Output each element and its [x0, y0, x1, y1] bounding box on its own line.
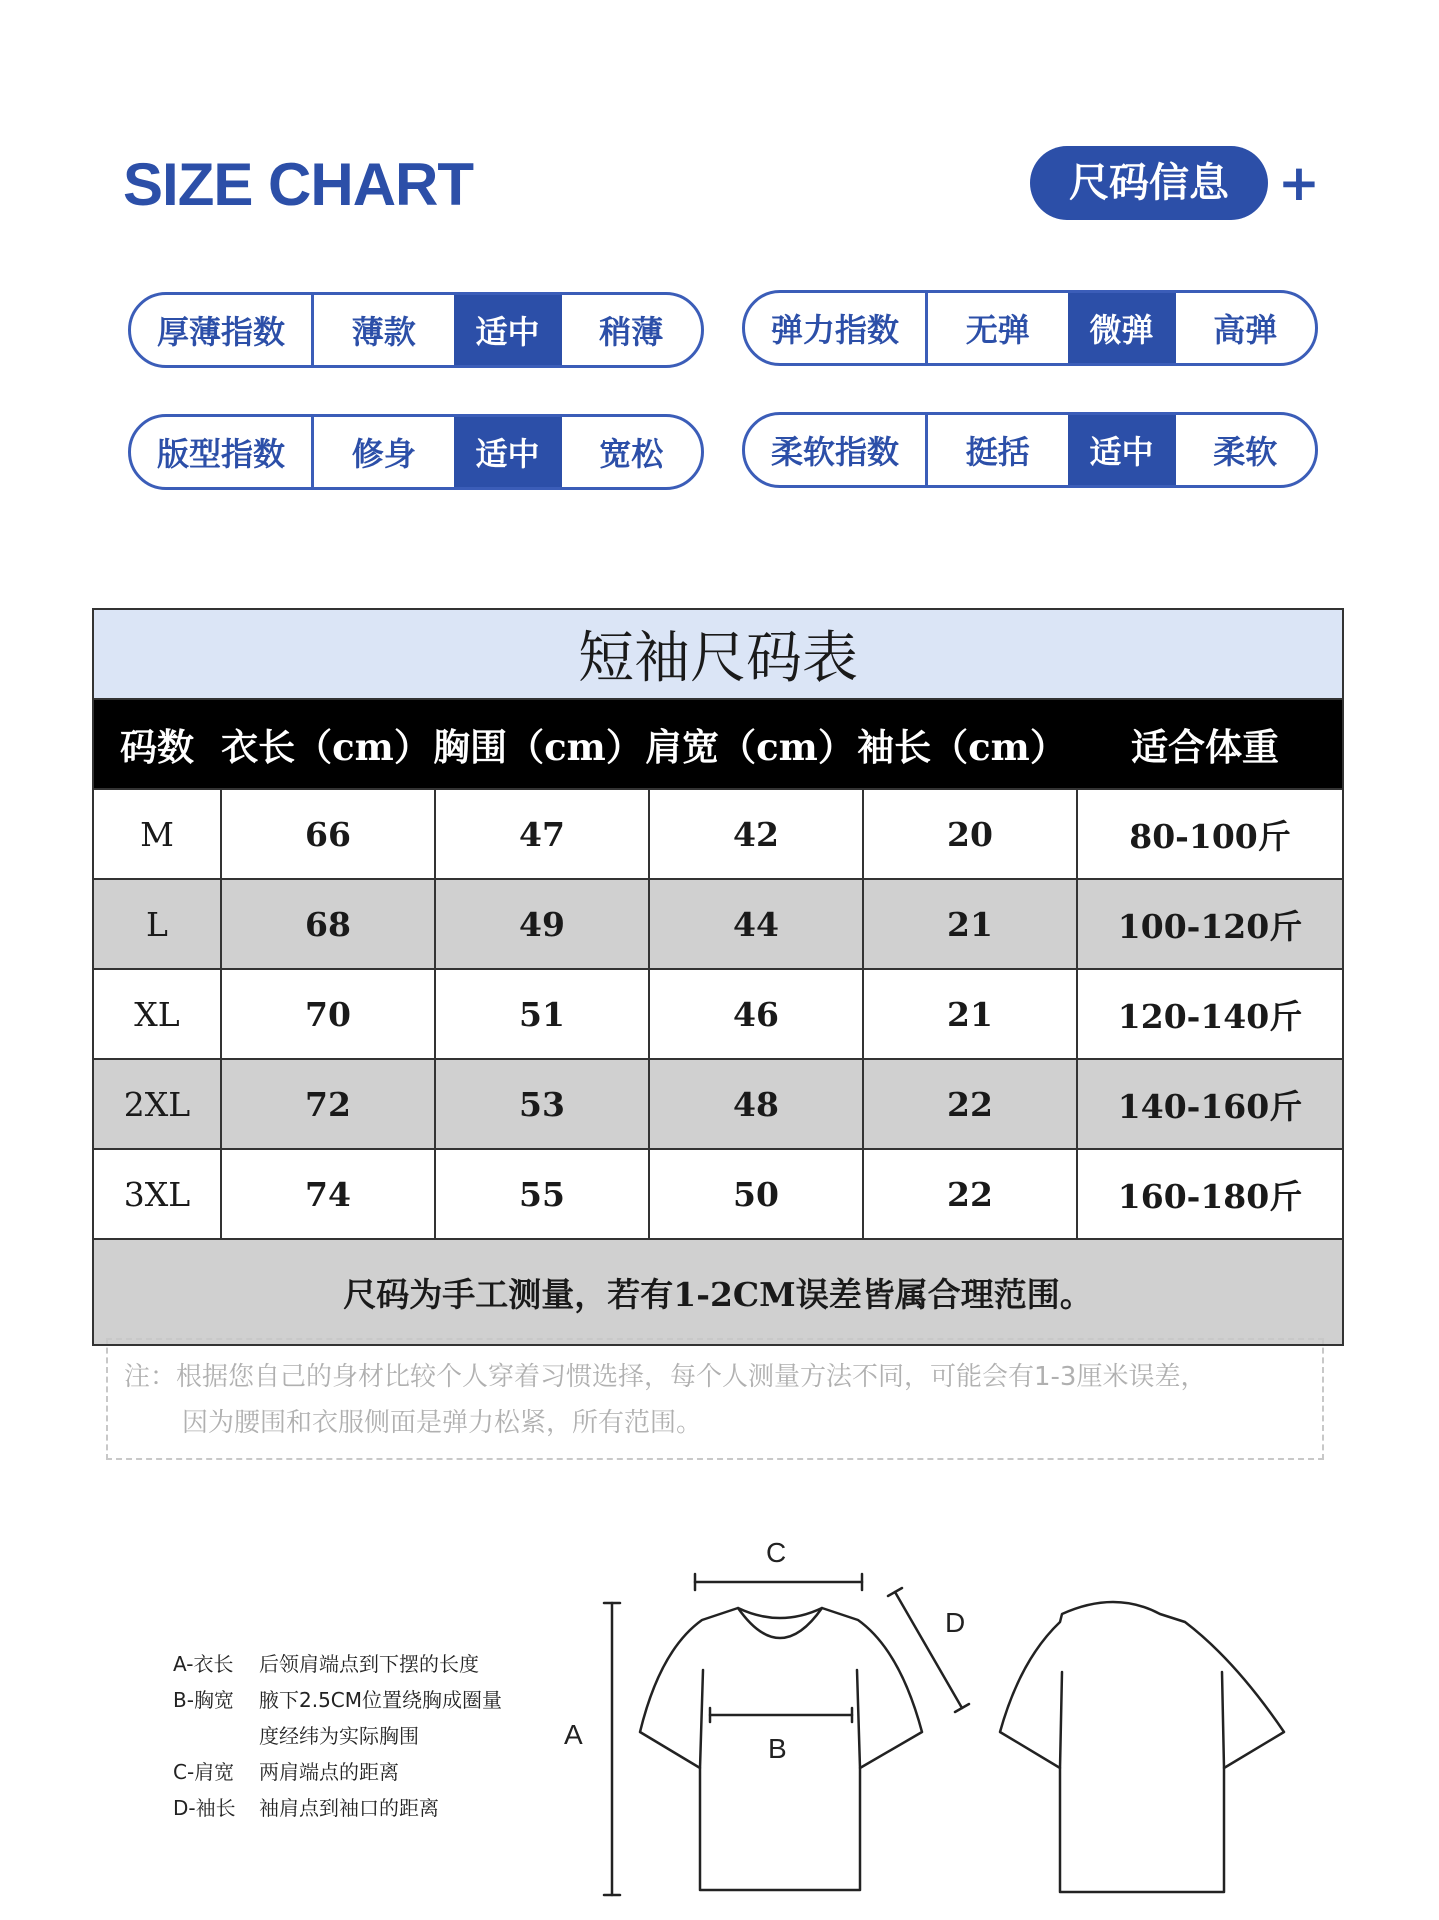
cell-chest: 49: [434, 880, 648, 968]
header-sleeve: 袖长（cm）: [857, 725, 1067, 769]
index-label: 版型指数: [131, 417, 314, 487]
cell-shoulder: 48: [648, 1060, 862, 1148]
cell-weight: 140-160斤: [1076, 1060, 1342, 1148]
table-row: [94, 788, 1342, 878]
thickness-index: [128, 292, 704, 368]
cell-size: L: [146, 904, 168, 944]
label-b: B: [768, 1733, 787, 1764]
cell-size: 3XL: [123, 1174, 191, 1214]
table-header: [94, 700, 1342, 788]
cell-shoulder: 42: [648, 790, 862, 878]
index-option-selected: 适中: [454, 295, 562, 365]
table-row: [94, 1148, 1342, 1238]
size-info-badge: 尺码信息: [1030, 146, 1268, 220]
cell-chest: 47: [434, 790, 648, 878]
softness-index: [742, 412, 1318, 488]
index-option-selected: 适中: [454, 417, 562, 487]
cell-shoulder: 46: [648, 970, 862, 1058]
legend-item: [173, 1646, 502, 1682]
cell-sleeve: 22: [862, 1060, 1076, 1148]
elasticity-index: [742, 290, 1318, 366]
measurement-note: [106, 1338, 1324, 1460]
index-option: 薄款: [351, 313, 416, 351]
label-c: C: [766, 1537, 787, 1568]
legend-item: [173, 1682, 502, 1718]
cell-chest: 53: [434, 1060, 648, 1148]
cell-chest: 55: [434, 1150, 648, 1238]
measurement-legend: [173, 1646, 502, 1826]
index-option: 稍薄: [599, 313, 664, 351]
plus-icon: +: [1278, 154, 1320, 212]
label-d: D: [945, 1607, 966, 1638]
cell-weight: 100-120斤: [1076, 880, 1342, 968]
cell-weight: 160-180斤: [1076, 1150, 1342, 1238]
table-row: [94, 878, 1342, 968]
cell-length: 66: [220, 790, 434, 878]
legend-item: [173, 1754, 502, 1790]
note-line-2: 因为腰围和衣服侧面是弹力松紧，所有范围。: [182, 1408, 703, 1438]
size-table: [92, 608, 1344, 1346]
page-title: SIZE CHART: [123, 151, 473, 218]
legend-desc: 腋下2.5CM位置绕胸成圈量: [259, 1688, 503, 1712]
cell-weight: 120-140斤: [1076, 970, 1342, 1058]
table-row: [94, 968, 1342, 1058]
header-weight: 适合体重: [1131, 725, 1279, 769]
index-option-selected: 适中: [1068, 415, 1176, 485]
index-label: 柔软指数: [745, 415, 928, 485]
index-option: 高弹: [1213, 311, 1278, 349]
cell-length: 68: [220, 880, 434, 968]
header-length: 衣长（cm）: [221, 725, 431, 769]
cell-shoulder: 44: [648, 880, 862, 968]
legend-desc: 度经纬为实际胸围: [259, 1724, 419, 1748]
fit-index: [128, 414, 704, 490]
cell-length: 72: [220, 1060, 434, 1148]
legend-key: D-袖长: [173, 1796, 236, 1820]
legend-item: [173, 1718, 502, 1754]
index-option: 修身: [351, 435, 416, 473]
cell-size: XL: [134, 994, 180, 1034]
note-line-1: 注：根据您自己的身材比较个人穿着习惯选择，每个人测量方法不同，可能会有1-3厘米误差，: [124, 1362, 1207, 1392]
index-option: 无弹: [965, 311, 1030, 349]
legend-key: A-衣长: [173, 1652, 234, 1676]
cell-sleeve: 21: [862, 880, 1076, 968]
cell-size: 2XL: [123, 1084, 191, 1124]
legend-key: B-胸宽: [173, 1688, 234, 1712]
header-size: 码数: [120, 725, 194, 769]
cell-sleeve: 21: [862, 970, 1076, 1058]
tshirt-measurement-diagram: [540, 1510, 1340, 1910]
cell-weight: 80-100斤: [1076, 790, 1342, 878]
legend-key: [173, 1718, 259, 1754]
legend-desc: 后领肩端点到下摆的长度: [259, 1652, 479, 1676]
index-option: 挺括: [965, 433, 1030, 471]
legend-key: C-肩宽: [173, 1760, 235, 1784]
legend-item: [173, 1790, 502, 1826]
label-a: A: [564, 1719, 583, 1750]
index-option-selected: 微弹: [1068, 293, 1176, 363]
tshirt-back-outline: [1000, 1602, 1284, 1892]
legend-desc: 两肩端点的距离: [259, 1760, 399, 1784]
header-shoulder: 肩宽（cm）: [645, 725, 855, 769]
index-label: 厚薄指数: [131, 295, 314, 365]
cell-sleeve: 22: [862, 1150, 1076, 1238]
index-label: 弹力指数: [745, 293, 928, 363]
cell-sleeve: 20: [862, 790, 1076, 878]
header-chest: 胸围（cm）: [433, 725, 643, 769]
cell-chest: 51: [434, 970, 648, 1058]
cell-size: M: [140, 814, 174, 854]
cell-length: 74: [220, 1150, 434, 1238]
index-option: 宽松: [599, 435, 664, 473]
table-footer-note: 尺码为手工测量，若有1-2CM误差皆属合理范围。: [94, 1238, 1342, 1344]
table-row: [94, 1058, 1342, 1148]
legend-desc: 袖肩点到袖口的距离: [259, 1796, 439, 1820]
cell-shoulder: 50: [648, 1150, 862, 1238]
index-option: 柔软: [1213, 433, 1278, 471]
table-caption: 短袖尺码表: [94, 610, 1342, 700]
cell-length: 70: [220, 970, 434, 1058]
